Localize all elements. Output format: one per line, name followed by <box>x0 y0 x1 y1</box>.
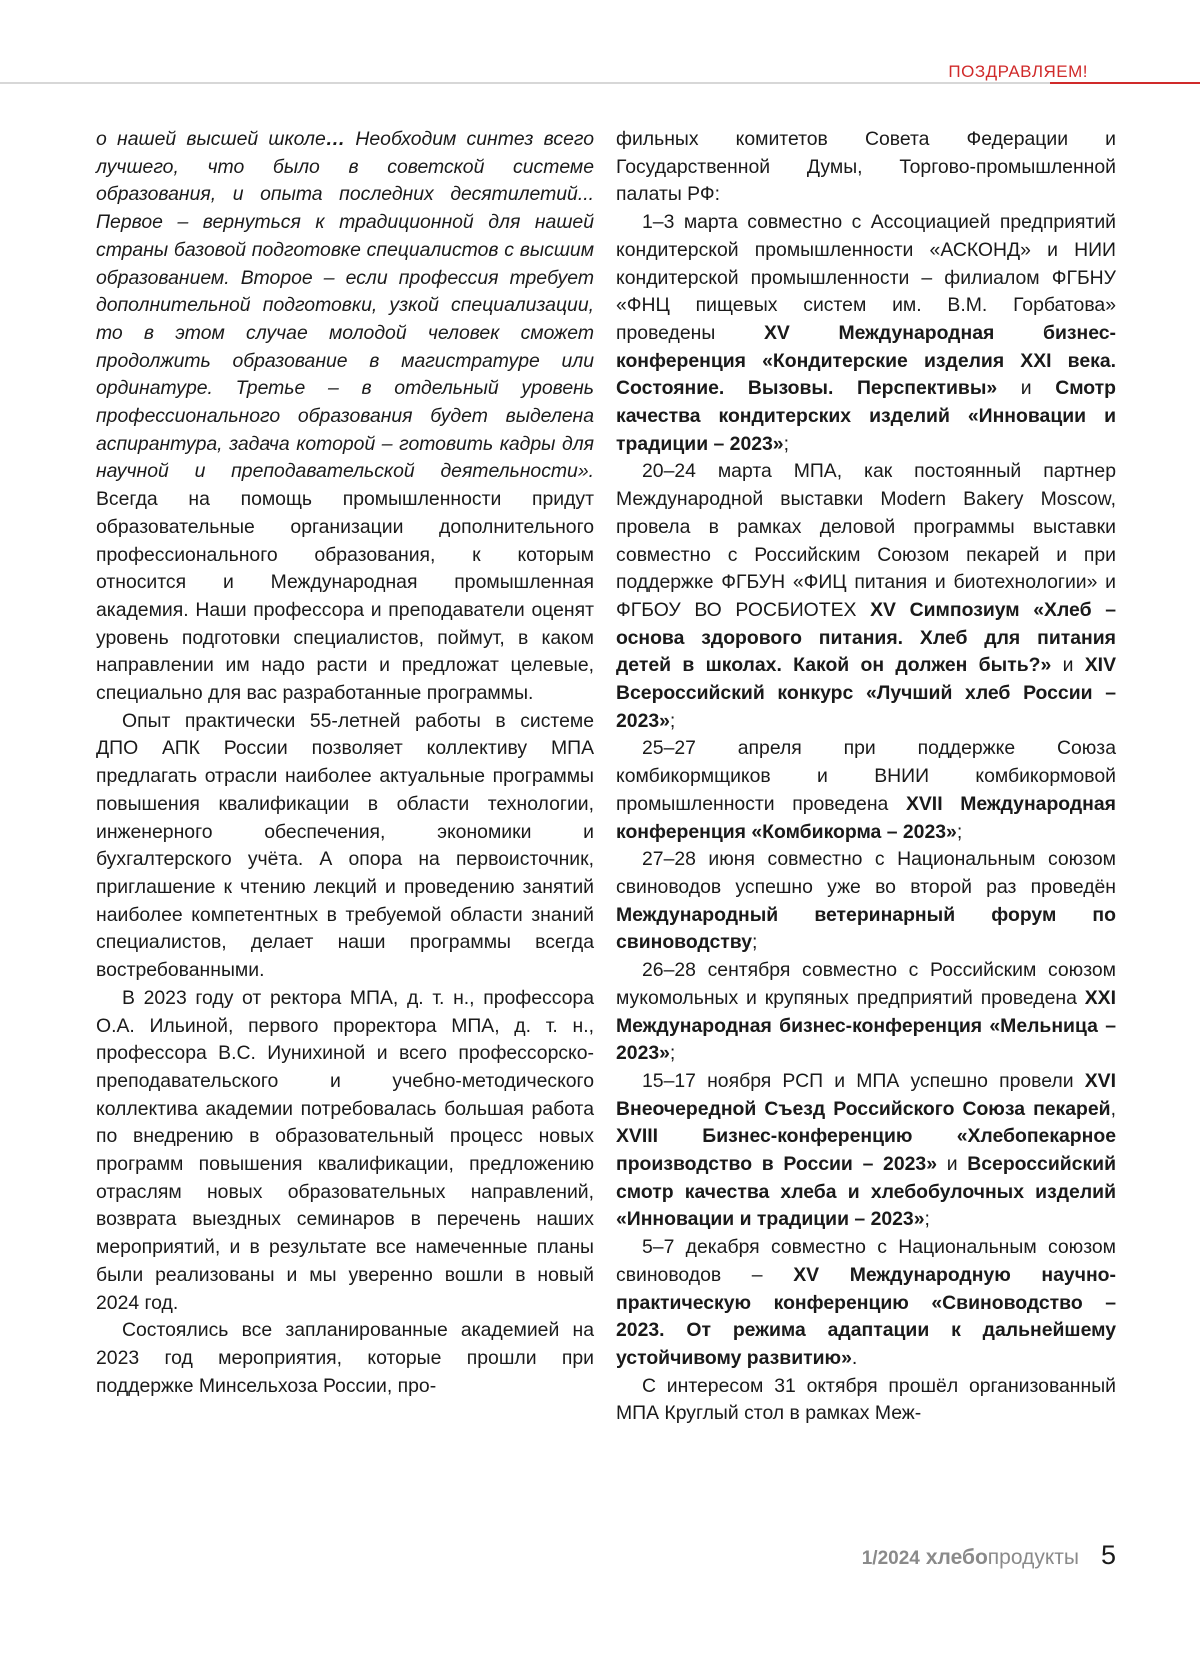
event-title: XVI Внеочередной Съезд Российского Союза пекарей <box>616 1069 1116 1120</box>
left-column <box>96 126 594 1400</box>
magazine-name-light: продукты <box>987 1546 1079 1569</box>
event-paragraph: 5–7 декабря совместно с Национальным союзом свиноводов – XV Международную научно-практическую конференцию «Свиноводство – 2023. От режима адаптации к дальнейшему устойчивому развитию». <box>616 1236 1116 1369</box>
event-title: XV Международная бизнес-конференция «Кондитерские изделия XXI века. Состояние. Вызовы. Перспективы» <box>616 321 1116 400</box>
event-title: Международный ветеринарный форум по свиноводству <box>616 903 1116 954</box>
page-number: 5 <box>1100 1540 1116 1570</box>
right-column <box>616 126 1116 1428</box>
event-paragraph: 20–24 марта МПА, как постоянный партнер Международной выставки Modern Bakery Moscow, провела в рамках деловой программы выставки совместно с Российским Союзом пекарей и при поддержке ФГБУН «ФИЦ питания и биотехнологии» и ФГБОУ ВО РОСБИОТЕХ XV Симпозиум «Хлеб – основа здорового питания. Хлеб для питания детей в школах. Какой он должен быть?» и XIV Всероссийский конкурс «Лучший хлеб России – 2023»; <box>616 460 1117 732</box>
event-title: XV Симпозиум «Хлеб – основа здорового питания. Хлеб для питания детей в школах. Какой он должен быть?» <box>616 598 1116 677</box>
event-title: Смотр качества кондитерских изделий «Инновации и традиции – 2023» <box>616 377 1117 455</box>
paragraph-text: Всегда на помощь промышленности придут образовательные организации дополнительного профессионального образования, к которым относится и Международная промышленная академия. Наши профессора и преподаватели оценят уровень подготовки специалистов, поймут, в каком направлении им надо расти и предложат целевые, специально для вас разработанные программы. <box>96 488 594 705</box>
event-paragraph: 1–3 марта совместно с Ассоциацией предприятий кондитерской промышленности «АСКОНД» и НИИ кондитерской промышленности – филиалом ФГБНУ «ФНЦ пищевых систем им. В.М. Горбатова» проведены XV Международная бизнес-конференция «Кондитерские изделия XXI века. Состояние. Вызовы. Перспективы» и Смотр качества кондитерских изделий «Инновации и традиции – 2023»; <box>616 211 1117 455</box>
event-title: XVII Международная конференция «Комбикорма – 2023» <box>616 792 1116 843</box>
event-title: XIV Всероссийский конкурс «Лучший хлеб России – 2023» <box>616 654 1117 732</box>
paragraph: С интересом 31 октября прошёл организованный МПА Круглый стол в рамках Меж- <box>616 1374 1116 1425</box>
issue-number: 1/2024 <box>861 1548 920 1569</box>
header-rule-accent <box>1050 82 1200 84</box>
paragraph: Опыт практически 55-летней работы в системе ДПО АПК России позволяет коллективу МПА предлагать отрасли наиболее актуальные программы повышения квалификации в области технологии, инженерного обеспечения, экономики и бухгалтерского учёта. А опора на первоисточник, приглашение к чтению лекций и проведению занятий наиболее компетентных в требуемой области знаний специалистов, делает наши программы всегда востребованными. <box>96 709 594 982</box>
paragraph: Состоялись все запланированные академией на 2023 год мероприятия, которые прошли при поддержке Минсельхоза России, про- <box>96 1319 594 1397</box>
paragraph: В 2023 году от ректора МПА, д. т. н., профессора О.А. Ильиной, первого проректора МПА, д. т. н., профессора В.С. Иунихиной и всего профессорско-преподавательского и учебно-методического коллектива академии потребовалась большая работа по внедрению в образовательный процесс новых программ повышения квалификации, предложению отраслям новых образовательных направлений, возврата выездных семинаров в перечень наших мероприятий, и в результате все намеченные планы были реализованы и мы уверенно вошли в новый 2024 год. <box>96 986 594 1314</box>
event-title: XV Международную научно-практическую конференцию «Свиноводство – 2023. От режима адаптации к дальнейшему устойчивому развитию» <box>616 1263 1116 1369</box>
page-footer <box>862 1540 1116 1571</box>
quote-body: Необходим синтез всего лучшего, что было в советской системе образования, и опыта последних десятилетий... Первое – вернуться к традиционной для нашей страны базовой подготовке специалистов с высшим образованием. Второе – если профессия требует дополнительной подготовки, узкой специализации, то в этом случае молодой человек сможет продолжить образование в магистратуре или ординатуре. Третье – в отдельный уровень профессионального образования будет выделена аспирантура, задача которой – готовить кадры для научной и преподавательской деятельности». <box>96 128 594 483</box>
event-paragraph: 25–27 апреля при поддержке Союза комбикормщиков и ВНИИ комбикормовой промышленности проведена XVII Международная конференция «Комбикорма – 2023»; <box>616 737 1116 843</box>
paragraph: фильных комитетов Совета Федерации и Государственной Думы, Торгово-промышленной палаты РФ: <box>616 128 1116 206</box>
quote-start: о нашей высшей школе <box>96 128 326 150</box>
event-title: XVIII Бизнес-конференцию «Хлебопекарное производство в России – 2023» <box>616 1125 1116 1176</box>
magazine-name-bold: хлебо <box>925 1546 988 1569</box>
paragraph <box>96 126 594 708</box>
event-paragraph: 15–17 ноября РСП и МПА успешно провели XVI Внеочередной Съезд Российского Союза пекарей, XVIII Бизнес-конференцию «Хлебопекарное производство в России – 2023» и Всероссийский смотр качества хлеба и хлебобулочных изделий «Инновации и традиции – 2023»; <box>616 1069 1116 1231</box>
event-paragraph: 27–28 июня совместно с Национальным союзом свиноводов успешно уже во второй раз проведён Международный ветеринарный форум по свиноводству; <box>616 848 1116 954</box>
event-title: XXI Международная бизнес-конференция «Мельница – 2023» <box>616 986 1116 1065</box>
section-label: ПОЗДРАВЛЯЕМ! <box>948 62 1088 81</box>
event-title: Всероссийский смотр качества хлеба и хлебобулочных изделий «Инновации и традиции – 2023» <box>616 1153 1116 1231</box>
quote-ellipsis: … <box>325 128 346 150</box>
event-paragraph: 26–28 сентября совместно с Российским союзом мукомольных и крупяных предприятий проведена XXI Международная бизнес-конференция «Мельница – 2023»; <box>616 959 1116 1065</box>
header-rule <box>0 82 1200 84</box>
